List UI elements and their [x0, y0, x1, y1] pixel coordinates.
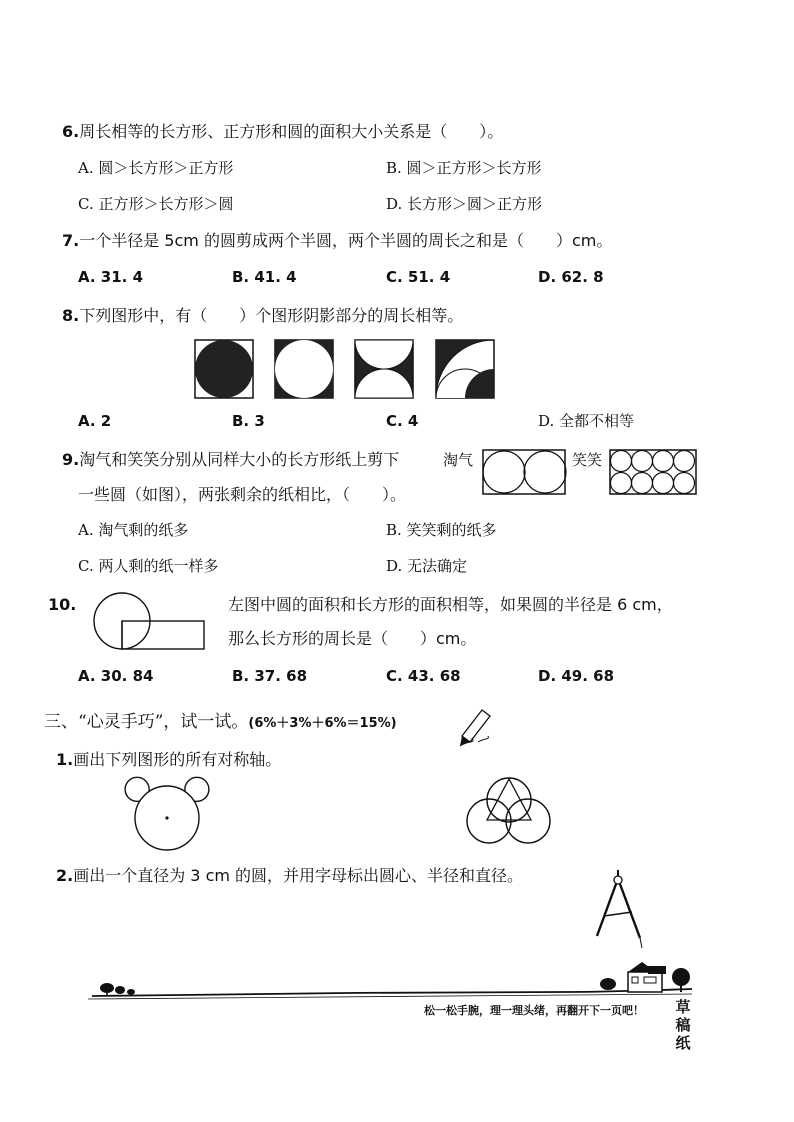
option-d: D. 无法确定 — [386, 557, 468, 575]
label-taoqi: 淘气 — [443, 451, 474, 469]
question-number: 10. — [48, 595, 77, 614]
option-c: C. 正方形＞长方形＞圆 — [78, 195, 234, 213]
option-a: A. 2 — [78, 412, 112, 430]
task-number: 1. — [56, 750, 74, 769]
question-number: 7. — [62, 231, 80, 250]
option-c: C. 43. 68 — [386, 667, 461, 685]
bear-head-figure — [125, 777, 209, 850]
footer-slogan: 松一松手腕，理一理头绪，再翻开下一页吧！ — [424, 1004, 644, 1017]
option-d: D. 长方形＞圆＞正方形 — [386, 195, 543, 213]
footer-ground — [88, 989, 692, 999]
option-a: A. 淘气剩的纸多 — [78, 521, 189, 539]
tree-icon — [100, 983, 135, 996]
option-c: C. 51. 4 — [386, 268, 451, 286]
draft-char: 纸 — [675, 1034, 691, 1052]
option-d: D. 62. 8 — [538, 268, 604, 286]
task-2 — [56, 866, 523, 886]
draft-char: 草 — [675, 998, 691, 1016]
compass-icon — [597, 870, 642, 948]
question-text: 一个半径是 5cm 的圆剪成两个半圆，两个半圆的周长之和是（ ）cm。 — [79, 231, 613, 250]
section-3-title — [44, 712, 397, 734]
pencil-icon — [460, 710, 490, 746]
question-number: 9. — [62, 450, 80, 469]
option-a: A. 30. 84 — [78, 667, 154, 685]
section-title: “心灵手巧”，试一试。 — [78, 712, 249, 732]
three-circles-triangle-figure — [467, 778, 550, 843]
taoqi-figure — [483, 450, 566, 494]
option-d: D. 全都不相等 — [538, 412, 635, 430]
q10-circle-rectangle-figure — [94, 593, 204, 649]
question-text: 周长相等的长方形、正方形和圆的面积大小关系是（ ）。 — [79, 122, 504, 141]
xiaoxiao-figure — [610, 450, 696, 494]
task-number: 2. — [56, 866, 74, 885]
question-10-line2: 那么长方形的周长是（ ）cm。 — [228, 629, 477, 648]
section-number: 三、 — [44, 712, 78, 732]
task-text: 画出下列图形的所有对称轴。 — [73, 750, 282, 769]
option-a: A. 31. 4 — [78, 268, 144, 286]
figure-four-quarter-cuts — [275, 340, 333, 398]
question-10-text: 左图中圆的面积和长方形的面积相等，如果圆的半径是 6 cm， — [228, 595, 673, 614]
task-1 — [56, 750, 281, 770]
draft-char: 稿 — [675, 1016, 691, 1034]
question-number: 6. — [62, 122, 80, 141]
label-xiaoxiao: 笑笑 — [572, 451, 603, 469]
draft-paper-label — [673, 998, 693, 1052]
task-text: 画出一个直径为 3 cm 的圆，并用字母标出圆心、半径和直径。 — [73, 866, 524, 885]
section-score: (6%＋3%＋6%＝15%) — [248, 716, 397, 731]
option-c: C. 两人剩的纸一样多 — [78, 557, 219, 575]
option-a: A. 圆＞长方形＞正方形 — [78, 159, 234, 177]
house-icon — [600, 962, 666, 992]
option-b: B. 41. 4 — [232, 268, 297, 286]
figure-two-semicircle-cuts — [355, 340, 413, 398]
figure-circle-in-square — [195, 340, 253, 398]
option-c: C. 4 — [386, 412, 419, 430]
option-b: B. 笑笑剩的纸多 — [386, 521, 497, 539]
question-text: 淘气和笑笑分别从同样大小的长方形纸上剪下 — [79, 450, 400, 469]
question-number: 8. — [62, 306, 80, 325]
option-b: B. 圆＞正方形＞长方形 — [386, 159, 542, 177]
question-9-line2: 一些圆（如图），两张剩余的纸相比，（ ）。 — [78, 485, 407, 504]
option-b: B. 3 — [232, 412, 265, 430]
question-text: 下列图形中，有（ ）个图形阴影部分的周长相等。 — [79, 306, 464, 325]
option-b: B. 37. 68 — [232, 667, 308, 685]
question-9 — [62, 450, 399, 470]
figure-leaf-pattern — [436, 340, 494, 427]
option-d: D. 49. 68 — [538, 667, 615, 685]
